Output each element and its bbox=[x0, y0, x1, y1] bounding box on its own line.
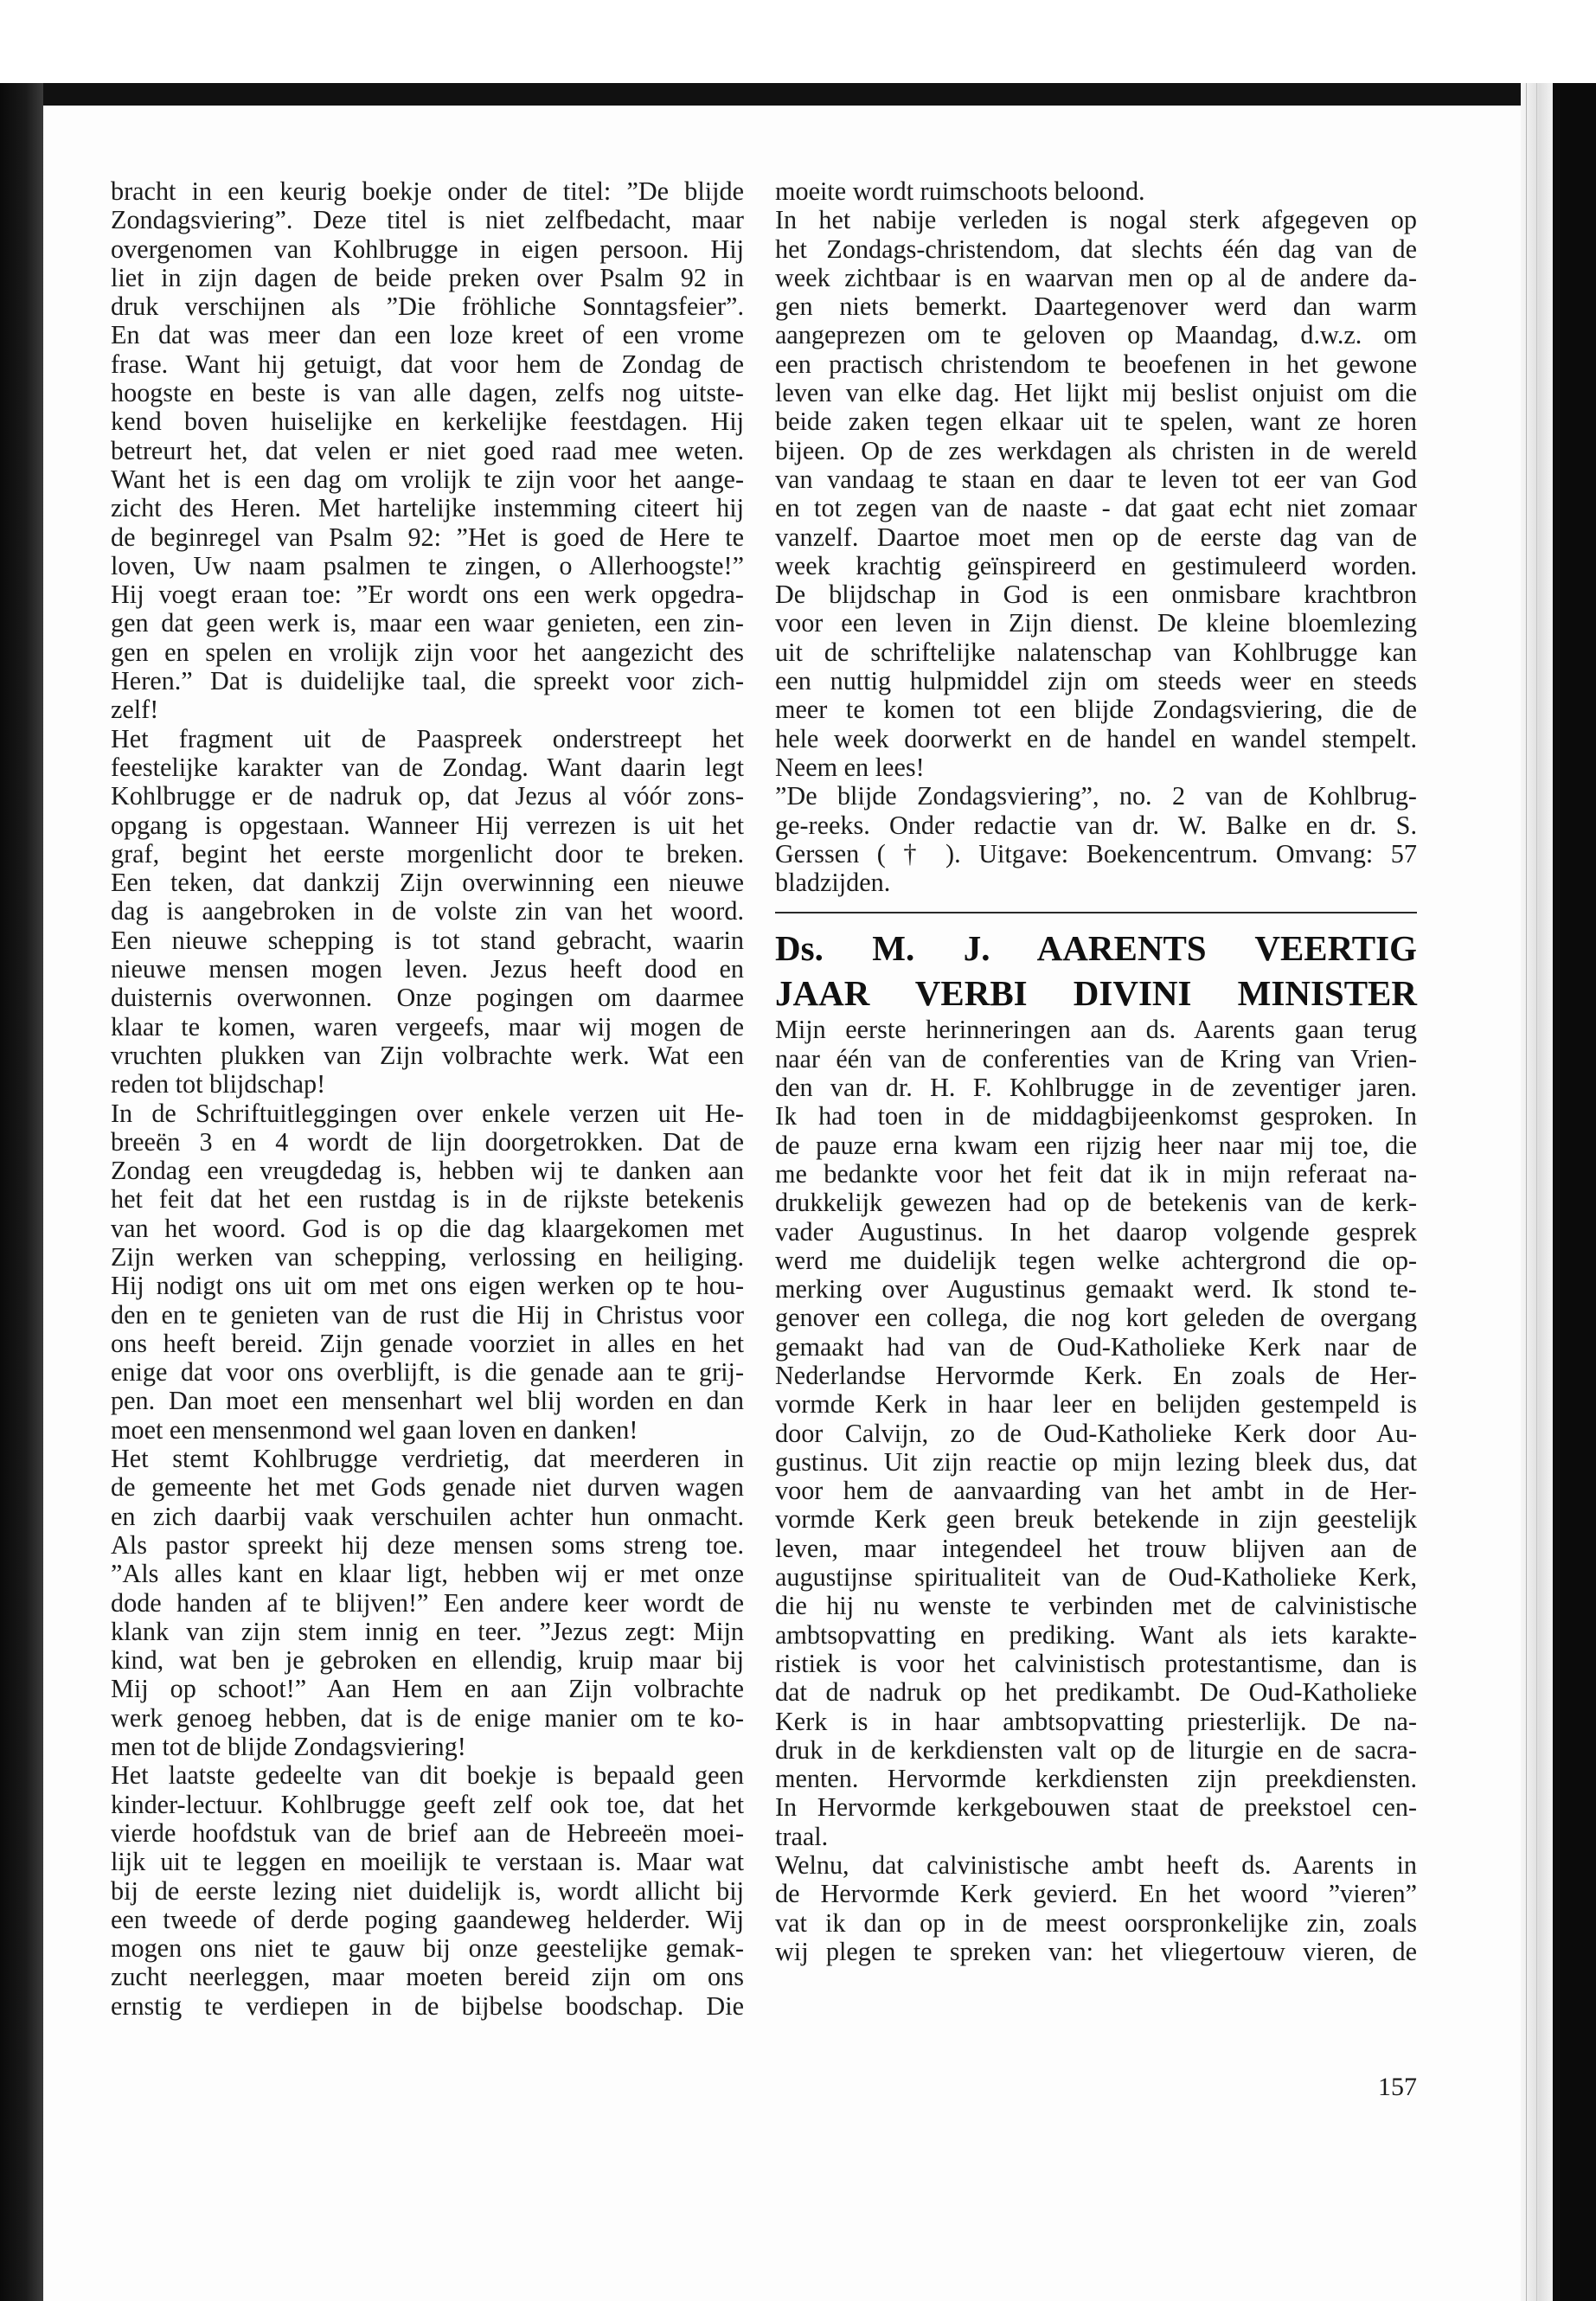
text-line: genover een collega, die nog kort geleden de overgang bbox=[775, 1303, 1417, 1333]
text-line: vanzelf. Daartoe moet men op de eerste dag van de bbox=[775, 522, 1417, 552]
text-line: Het fragment uit de Paaspreek onderstreept het bbox=[111, 723, 744, 753]
text-line: nieuwe mensen mogen leven. Jezus heeft dood en bbox=[111, 954, 744, 984]
text-line: ”Als alles kant en klaar ligt, hebben wij er met onze bbox=[111, 1559, 744, 1589]
text-line: een tweede of derde poging gaandeweg helderder. Wij bbox=[111, 1904, 744, 1934]
text-line: Een teken, dat dankzij Zijn overwinning een nieuwe bbox=[111, 868, 744, 898]
text-line: Het laatste gedeelte van dit boekje is bepaald geen bbox=[111, 1760, 744, 1791]
text-line: den en te genieten van de rust die Hij in Christus voor bbox=[111, 1299, 744, 1330]
text-line: kend boven huiselijke en kerkelijke feestdagen. Hij bbox=[111, 407, 744, 437]
right-column bbox=[775, 177, 1417, 1966]
text-line: vormde Kerk geen breuk betekende in zijn geestelijk bbox=[775, 1504, 1417, 1535]
text-line: Zijn werken van schepping, verlossing en heiliging. bbox=[111, 1241, 744, 1272]
text-line: ambtsopvatting en prediking. Want als iets karakte- bbox=[775, 1619, 1417, 1650]
text-line: Ik had toen in de middagbijeenkomst gesproken. In bbox=[775, 1101, 1417, 1131]
text-line: augustijnse spiritualiteit van de Oud-Katholieke Kerk, bbox=[775, 1562, 1417, 1593]
text-line: loven, Uw naam psalmen te zingen, o Allerhoogste!” bbox=[111, 550, 744, 580]
text-line: liet in zijn dagen de beide preken over Psalm 92 in bbox=[111, 262, 744, 292]
text-line: Nederlandse Hervormde Kerk. En zoals de Her- bbox=[775, 1360, 1417, 1390]
text-line: dode handen af te blijven!” Een andere keer wordt de bbox=[111, 1587, 744, 1618]
left-column bbox=[111, 177, 744, 2021]
article-body bbox=[775, 1016, 1417, 1966]
text-line: Gerssen ( † ). Uitgave: Boekencentrum. Omvang: 57 bbox=[775, 838, 1417, 868]
text-line: De blijdschap in God is een onmisbare krachtbron bbox=[775, 580, 1417, 610]
text-line: Hij nodigt ons uit om met ons eigen werken op te hou- bbox=[111, 1271, 744, 1301]
text-line: feestelijke karakter van de Zondag. Want daarin legt bbox=[111, 752, 744, 782]
text-line: bracht in een keurig boekje onder de titel: ”De blijde bbox=[111, 176, 744, 206]
text-line: gen en spelen en vrolijk zijn voor het aangezicht des bbox=[111, 637, 744, 667]
text-line: traal. bbox=[775, 1821, 829, 1851]
text-line: de Hervormde Kerk gevierd. En het woord ”vieren” bbox=[775, 1879, 1417, 1909]
text-line: betreurt het, dat velen er niet goed raad mee weten. bbox=[111, 435, 744, 465]
text-line: mogen ons niet te gauw bij onze geestelijke gemak- bbox=[111, 1933, 744, 1964]
text-line: graf, begint het eerste morgenlicht door te breken. bbox=[111, 838, 744, 868]
text-line: me bedankte voor het feit dat ik in mijn referaat na- bbox=[775, 1158, 1417, 1189]
text-line: In het nabije verleden is nogal sterk afgegeven op bbox=[775, 205, 1417, 235]
text-line: duisternis overwonnen. Onze pogingen om daarmee bbox=[111, 983, 744, 1013]
text-line: merking over Augustinus gemaakt werd. Ik stond te- bbox=[775, 1274, 1417, 1304]
text-line: bijeen. Op de zes werkdagen als christen in de wereld bbox=[775, 435, 1417, 465]
text-line: van vandaag te staan en daar te leven tot eer van God bbox=[775, 464, 1417, 494]
text-line: Een nieuwe schepping is tot stand gebracht, waarin bbox=[111, 925, 744, 955]
text-line: opgang is opgestaan. Wanneer Hij verrezen is uit het bbox=[111, 810, 744, 840]
text-line: vat ik dan op in de meest oorspronkelijke zin, zoals bbox=[775, 1907, 1417, 1938]
text-line: beide zaken tegen elkaar uit te spelen, want ze horen bbox=[775, 407, 1417, 437]
text-line: Kerk is in haar ambtsopvatting priesterlijk. De na- bbox=[775, 1706, 1417, 1736]
book-review-ending bbox=[775, 177, 1417, 897]
text-line: aangeprezen om te geloven op Maandag, d.w.z. om bbox=[775, 320, 1417, 350]
text-line: Als pastor spreekt hij deze mensen soms streng toe. bbox=[111, 1529, 744, 1560]
text-line: een practisch christendom te beoefenen in het gewone bbox=[775, 349, 1417, 379]
text-line: klank van zijn stem innig en teer. ”Jezus zegt: Mijn bbox=[111, 1616, 744, 1646]
text-line: gen dat geen werk is, maar een waar genieten, een zin- bbox=[111, 608, 744, 638]
text-line: vormde Kerk in haar leer en belijden gestempeld is bbox=[775, 1389, 1417, 1420]
text-line: werd me duidelijk tegen welke achtergrond die op- bbox=[775, 1245, 1417, 1275]
text-line: dag is aangebroken in de volste zin van het woord. bbox=[111, 896, 744, 926]
text-line: een nuttig hulpmiddel zijn om steeds weer en steeds bbox=[775, 666, 1417, 696]
text-line: van het woord. God is op die dag klaargekomen met bbox=[111, 1213, 744, 1243]
text-line: en zich daarbij vaak verschuilen achter hun onmacht. bbox=[111, 1501, 744, 1531]
text-line: In de Schriftuitleggingen over enkele verzen uit He- bbox=[111, 1098, 744, 1128]
text-line: breeën 3 en 4 wordt de lijn doorgetrokken. Dat de bbox=[111, 1126, 744, 1157]
text-line: meer te komen tot een blijde Zondagsviering, die de bbox=[775, 695, 1417, 725]
article-heading-line-2: JAAR VERBI DIVINI MINISTER bbox=[775, 973, 1417, 1014]
text-line: wij plegen te spreken van: het vliegertouw vieren, de bbox=[775, 1936, 1417, 1966]
article-heading-line-1: Ds. M. J. AARENTS VEERTIG bbox=[775, 928, 1417, 969]
text-line: Het stemt Kohlbrugge verdrietig, dat meerderen in bbox=[111, 1444, 744, 1474]
text-line: en tot zegen van de naaste - dat gaat echt niet zomaar bbox=[775, 493, 1417, 523]
text-line: hoogste en beste is van alle dagen, zelfs nog uitste- bbox=[111, 378, 744, 408]
text-line: pen. Dan moet een mensenhart wel blij worden en dan bbox=[111, 1386, 744, 1416]
text-line: Kohlbrugge er de nadruk op, dat Jezus al vóór zons- bbox=[111, 781, 744, 811]
scan-binding-shadow bbox=[0, 83, 43, 2301]
text-line: In Hervormde kerkgebouwen staat de preekstoel cen- bbox=[775, 1792, 1417, 1823]
text-line: Zondag een vreugdedag is, hebben wij te danken aan bbox=[111, 1156, 744, 1186]
text-line: die hij nu wenste te verbinden met de calvinistische bbox=[775, 1591, 1417, 1621]
text-line: gen niets bemerkt. Daartegenover werd dan warm bbox=[775, 292, 1417, 322]
text-line: het Zondags-christendom, dat slechts één dag van de bbox=[775, 234, 1417, 264]
text-line: druk verschijnen als ”Die fröhliche Sonntagsfeier”. bbox=[111, 292, 744, 322]
text-line: naar één van de conferenties van de Kring van Vrien- bbox=[775, 1043, 1417, 1074]
text-line: het feit dat het een rustdag is in de rijkste betekenis bbox=[111, 1184, 744, 1215]
text-line: kind, wat ben je gebroken en ellendig, kruip maar bij bbox=[111, 1645, 744, 1676]
text-line: Heren.” Dat is duidelijke taal, die spreekt voor zich- bbox=[111, 666, 744, 696]
text-line: voor hem de aanvaarding van het ambt in de Her- bbox=[775, 1476, 1417, 1506]
text-line: Zondagsviering”. Deze titel is niet zelfbedacht, maar bbox=[111, 205, 744, 235]
text-line: ons heeft bereid. Zijn genade voorziet in alles en het bbox=[111, 1328, 744, 1358]
text-line: drukkelijk gewezen had op de betekenis van de kerk- bbox=[775, 1188, 1417, 1218]
text-line: frase. Want hij getuigt, dat voor hem de Zondag de bbox=[111, 349, 744, 379]
text-line: gustinus. Uit zijn reactie op mijn lezing bleek dus, dat bbox=[775, 1446, 1417, 1477]
text-line: vader Augustinus. In het daarop volgende gesprek bbox=[775, 1216, 1417, 1247]
section-divider bbox=[775, 912, 1417, 913]
text-line: moeite wordt ruimschoots beloond. bbox=[775, 176, 1145, 206]
page-number: 157 bbox=[1378, 2073, 1417, 2101]
text-line: dat de nadruk op het predikambt. De Oud-Katholieke bbox=[775, 1677, 1417, 1708]
text-line: leven, maar integendeel het trouw blijven aan de bbox=[775, 1533, 1417, 1563]
text-line: bladzijden. bbox=[775, 868, 891, 898]
text-line: Hij voegt eraan toe: ”Er wordt ons een werk opgedra- bbox=[111, 580, 744, 610]
text-line: zicht des Heren. Met hartelijke instemming citeert hij bbox=[111, 493, 744, 523]
text-line: moet een mensenmond wel gaan loven en danken! bbox=[111, 1414, 638, 1445]
text-line: vruchten plukken van Zijn volbrachte werk. Wat een bbox=[111, 1040, 744, 1070]
text-line: zucht neerleggen, maar moeten bereid zijn om ons bbox=[111, 1962, 744, 1992]
text-line: men tot de blijde Zondagsviering! bbox=[111, 1732, 466, 1762]
text-line: ernstig te verdiepen in de bijbelse boodschap. Die bbox=[111, 1990, 744, 2021]
text-line: reden tot blijdschap! bbox=[111, 1069, 326, 1099]
text-line: ”De blijde Zondagsviering”, no. 2 van de Kohlbrug- bbox=[775, 781, 1417, 811]
text-line: voor een leven in Zijn dienst. De kleine bloemlezing bbox=[775, 608, 1417, 638]
text-line: klaar te komen, waren vergeefs, maar wij mogen de bbox=[111, 1011, 744, 1042]
text-line: bij de eerste lezing niet duidelijk is, wordt allicht bij bbox=[111, 1875, 744, 1906]
scan-right-shadow bbox=[1553, 83, 1596, 2301]
text-line: de pauze erna kwam een rijzig heer naar mij toe, die bbox=[775, 1130, 1417, 1160]
text-line: ge-reeks. Onder redactie van dr. W. Balke en dr. S. bbox=[775, 810, 1417, 840]
text-line: Mij op schoot!” Aan Hem en aan Zijn volbrachte bbox=[111, 1674, 744, 1704]
text-line: druk in de kerkdiensten valt op de liturgie en de sacra- bbox=[775, 1734, 1417, 1765]
text-line: Mijn eerste herinneringen aan ds. Aarents gaan terug bbox=[775, 1015, 1417, 1045]
text-line: week zichtbaar is en waarvan men op al de andere da- bbox=[775, 262, 1417, 292]
text-line: leven van elke dag. Het lijkt mij beslist onjuist om die bbox=[775, 378, 1417, 408]
text-line: enige dat voor ons overblijft, is die genade aan te grij- bbox=[111, 1357, 744, 1388]
text-line: overgenomen van Kohlbrugge in eigen persoon. Hij bbox=[111, 234, 744, 264]
text-line: Want het is een dag om vrolijk te zijn voor het aange- bbox=[111, 464, 744, 494]
scan-top-margin bbox=[0, 0, 1596, 83]
text-line: hele week doorwerkt en de handel en wandel stempelt. bbox=[775, 723, 1417, 753]
text-line: vierde hoofdstuk van de brief aan de Hebreeën moei- bbox=[111, 1817, 744, 1848]
text-line: den van dr. H. F. Kohlbrugge in de zeventiger jaren. bbox=[775, 1073, 1417, 1103]
text-line: lijk uit te leggen en moeilijk te verstaan is. Maar wat bbox=[111, 1847, 744, 1877]
text-line: En dat was meer dan een loze kreet of een vrome bbox=[111, 320, 744, 350]
text-line: zelf! bbox=[111, 695, 159, 725]
text-line: menten. Hervormde kerkdiensten zijn preekdiensten. bbox=[775, 1764, 1417, 1794]
text-line: de beginregel van Psalm 92: ”Het is goed de Here te bbox=[111, 522, 744, 552]
text-line: kinder-lectuur. Kohlbrugge geeft zelf ook toe, dat het bbox=[111, 1789, 744, 1819]
scan-top-shadow bbox=[0, 83, 1553, 106]
text-line: gemaakt had van de Oud-Katholieke Kerk naar de bbox=[775, 1331, 1417, 1362]
text-line: Neem en lees! bbox=[775, 752, 925, 782]
text-line: uit de schriftelijke nalatenschap van Kohlbrugge kan bbox=[775, 637, 1417, 667]
text-line: ristiek is voor het calvinistisch protestantisme, dan is bbox=[775, 1648, 1417, 1678]
text-line: werk genoeg hebben, dat is de enige manier om te ko- bbox=[111, 1702, 744, 1733]
text-line: week krachtig geïnspireerd en gestimuleerd worden. bbox=[775, 550, 1417, 580]
text-line: de gemeente het met Gods genade niet durven wagen bbox=[111, 1472, 744, 1503]
text-line: Welnu, dat calvinistische ambt heeft ds. Aarents in bbox=[775, 1850, 1417, 1881]
text-line: door Calvijn, zo de Oud-Katholieke Kerk door Au- bbox=[775, 1418, 1417, 1448]
